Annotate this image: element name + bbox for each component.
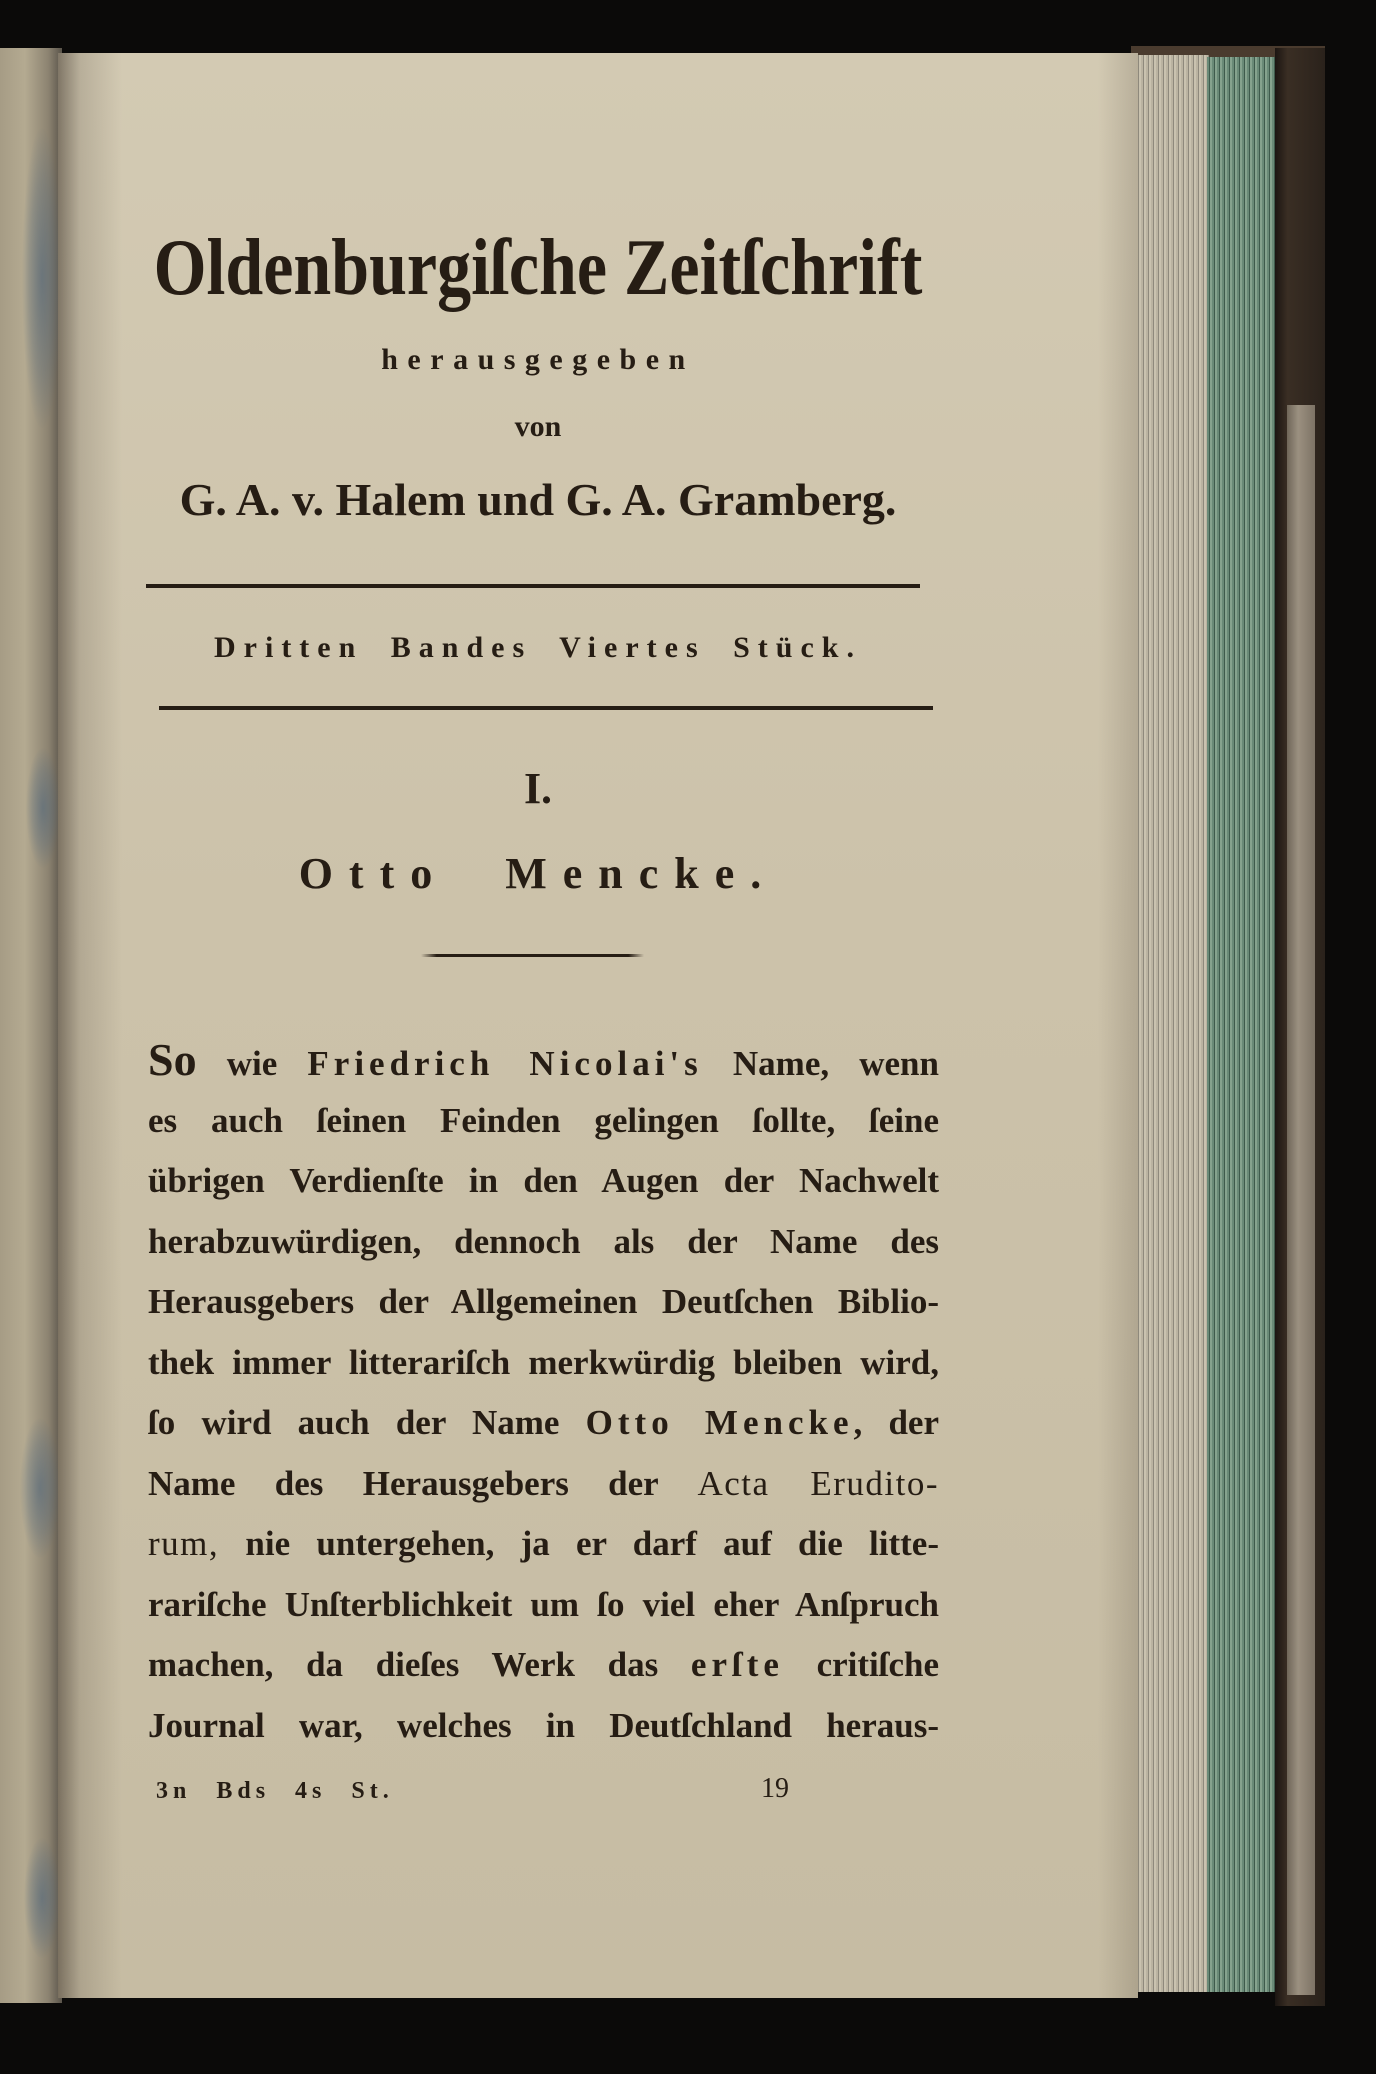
emphasized-word: erſte [690,1645,784,1684]
editors-line: G. A. v. Halem und G. A. Gramberg. [179,474,897,525]
journal-title: Oldenburgiſche Zeitſchrift [153,221,923,312]
body-line [148,1454,939,1515]
text-segment: nie untergehen, ja er darf auf die litte- [219,1524,939,1563]
body-line [148,1635,939,1696]
text-segment: thek immer litterariſch merkwürdig bleiben wird, [148,1342,939,1382]
text-segment: übrigen Verdienſte in den Augen der Nachwelt [148,1161,939,1200]
book-page [58,53,1138,1998]
body-line [148,1151,939,1212]
heading-ornament-rule [421,954,644,957]
title-rule [146,584,920,588]
body-line [148,1212,939,1273]
article-heading: Otto Mencke. [298,849,778,898]
body-line [148,1514,939,1575]
body-line [148,1272,939,1333]
von-line: von [514,410,562,443]
volume-issue-line: Dritten Bandes Viertes Stück. [214,631,862,664]
ink-stain [20,1418,60,1558]
text-segment: critiſche [783,1645,939,1684]
text-segment: herabzuwürdigen, dennoch als der Name des [148,1221,939,1261]
emphasized-name: Otto Mencke [585,1403,854,1442]
text-segment: Journal war, welches in Deutſchland heraus- [148,1705,939,1745]
ink-stain [22,128,62,428]
body-line [148,1030,939,1091]
article-number: I. [523,764,553,813]
cover-marbled-band [1287,405,1315,1995]
facing-page-edge [0,48,62,2003]
text-segment: Name, wenn [702,1044,939,1083]
latin-text: rum, [148,1524,220,1563]
body-line [148,1091,939,1152]
text-segment: wie [196,1044,308,1083]
body-line [148,1333,939,1394]
page-number: 19 [761,1773,789,1804]
body-line [148,1575,939,1636]
printer-signature: 3n Bds 4s St. [156,1778,394,1804]
text-segment: rariſche Unſterblichkeit um ſo viel eher Anſpruch [148,1584,939,1624]
emphasized-name: Friedrich Nicolai's [307,1044,703,1083]
body-line [148,1393,939,1454]
published-by-line: herausgegeben [381,343,695,376]
section-rule [159,706,933,710]
green-page-edges [1207,57,1277,1992]
ink-stain [26,748,60,868]
text-segment: Herausgebers der Allgemeinen Deutſchen Biblio- [148,1282,939,1321]
latin-text: Acta Erudito- [697,1463,939,1503]
ink-stain [24,1838,60,1958]
body-line [148,1696,939,1757]
article-body [148,1030,939,1756]
text-segment: Name des Herausgebers der [148,1463,698,1503]
text-segment: , der [853,1403,939,1442]
initial-letters: So [148,1034,197,1085]
page-fore-edges [1131,55,1209,1992]
text-segment: es auch ſeinen Feinden gelingen ſollte, ſeine [148,1100,939,1140]
text-segment: machen, da dieſes Werk das [148,1645,691,1684]
text-segment: ſo wird auch der Name [148,1403,586,1442]
